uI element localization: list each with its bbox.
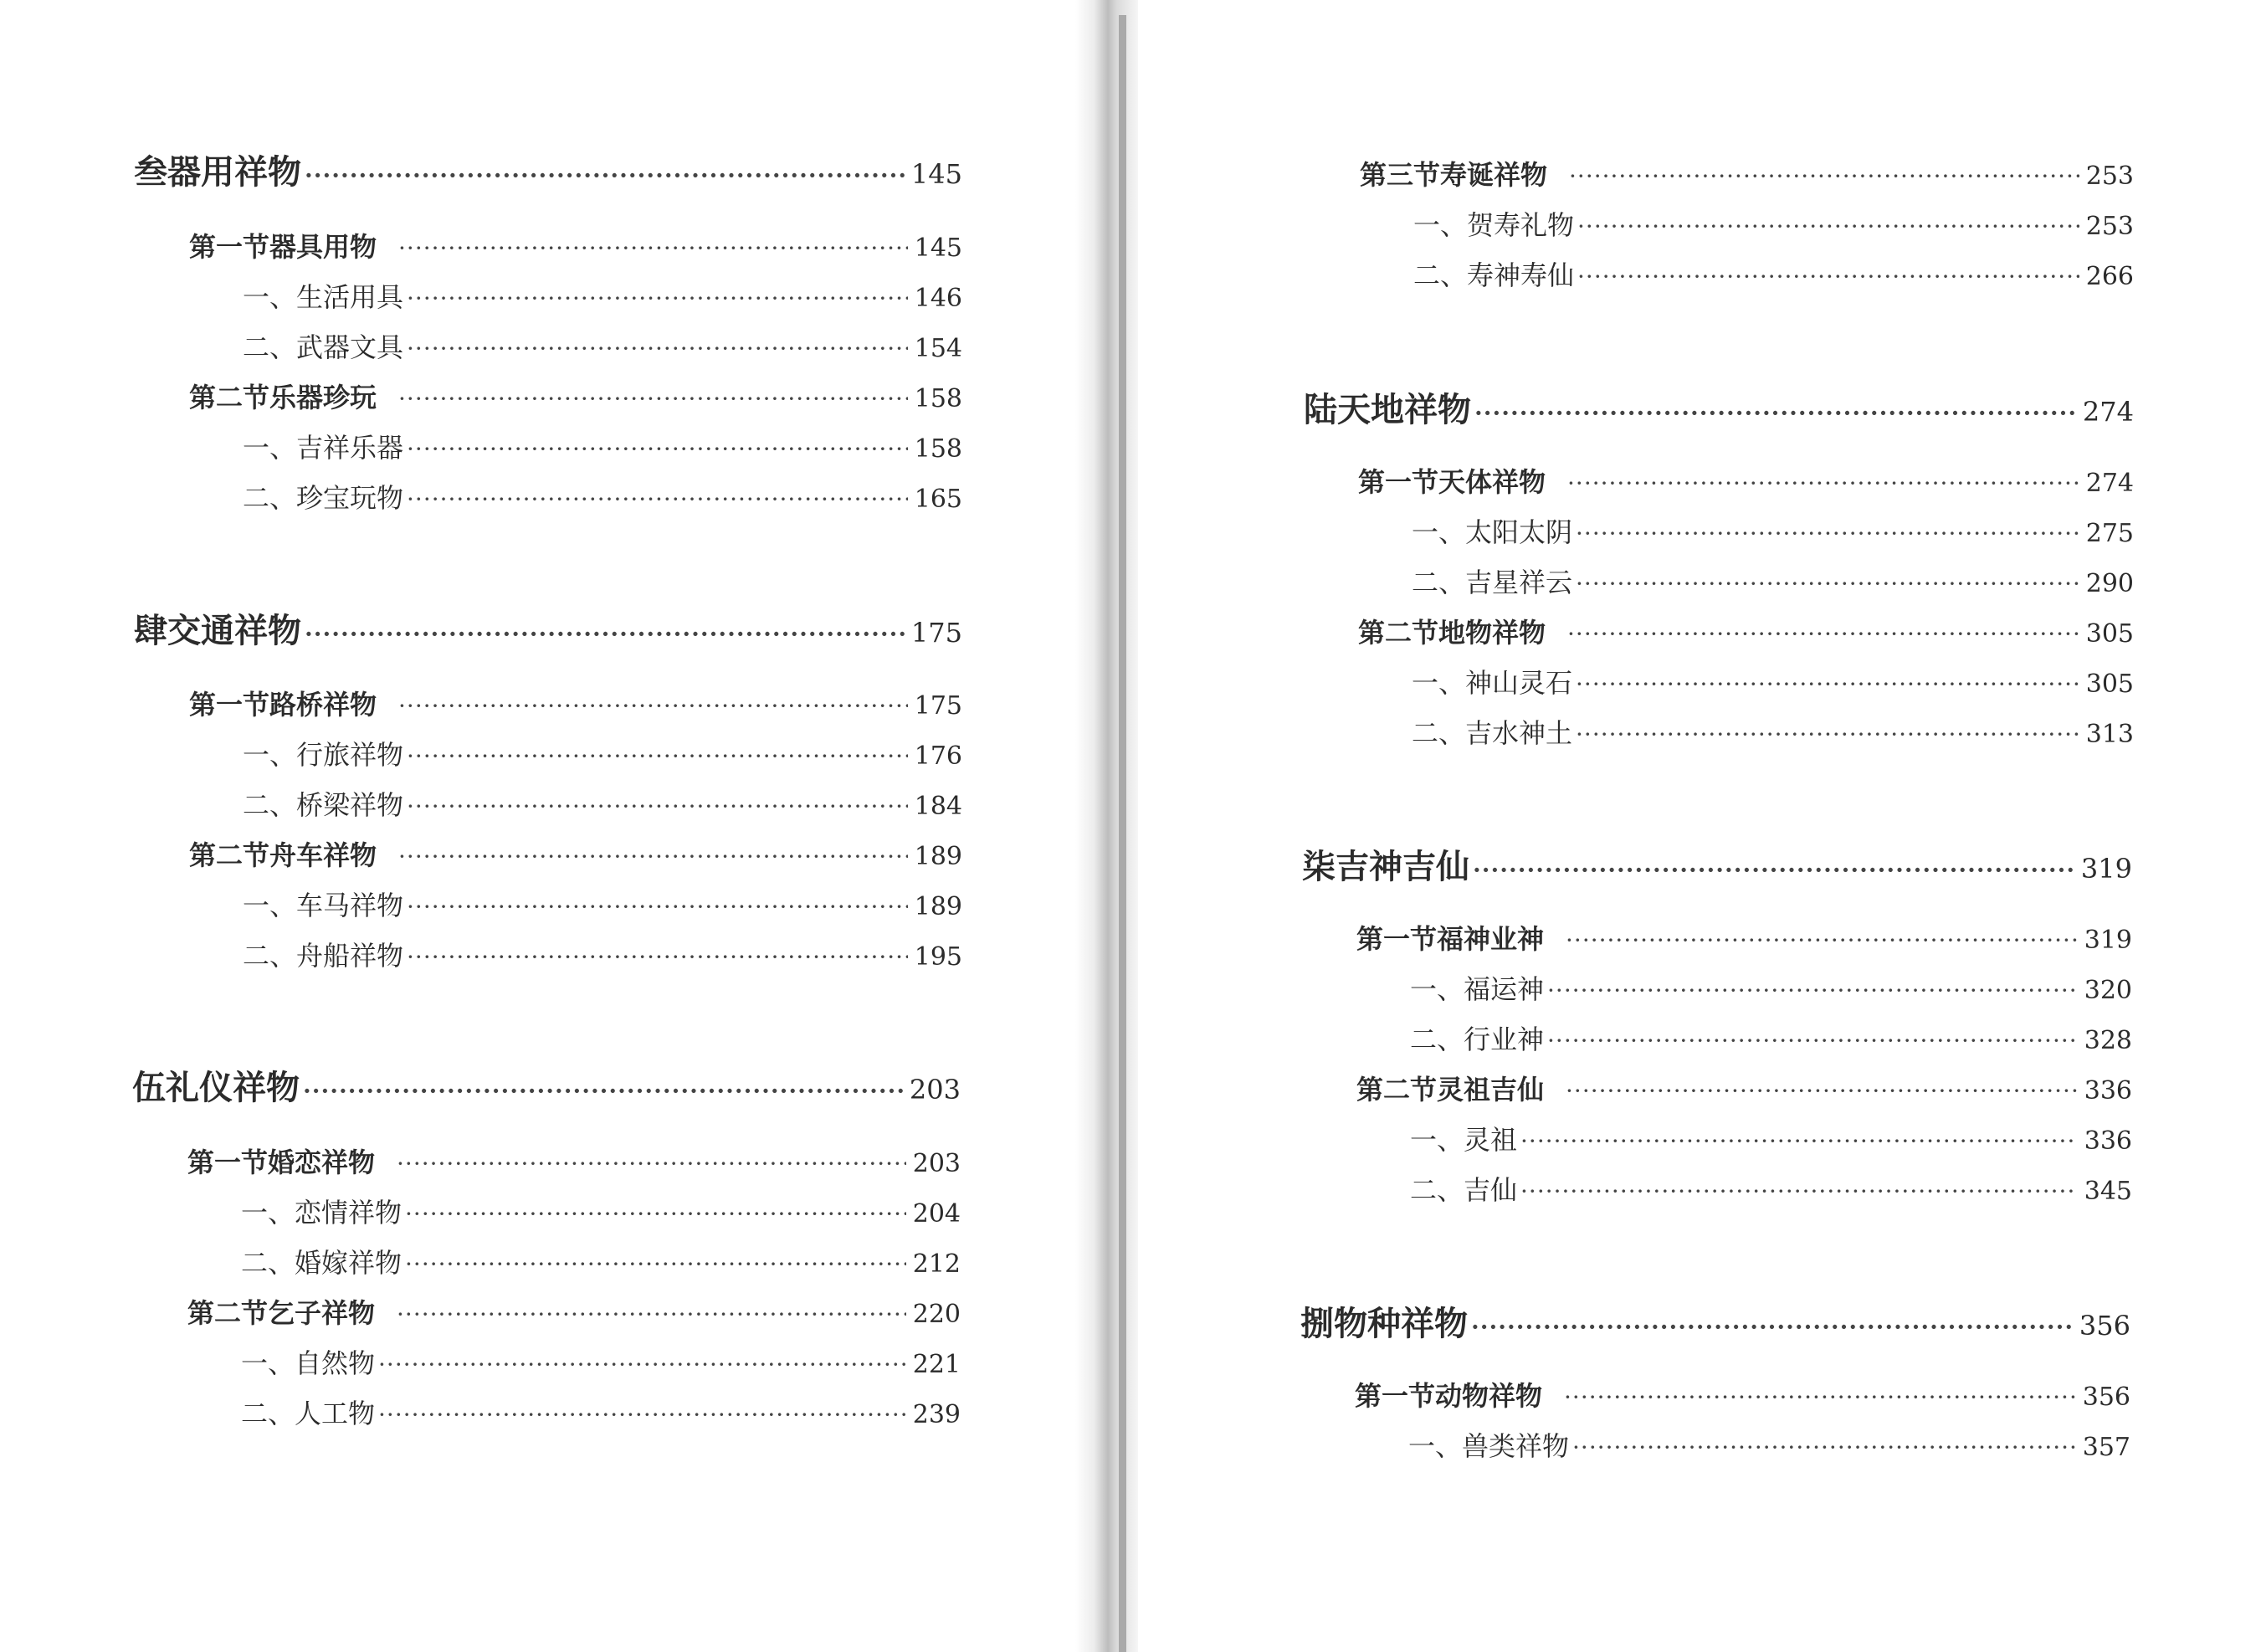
page-number: 175 — [910, 617, 962, 649]
toc-item[interactable] — [243, 885, 962, 923]
page-number: 319 — [2084, 926, 2132, 955]
dot-leader — [407, 435, 908, 463]
item-label: 二、珍宝玩物 — [243, 482, 404, 514]
section-label: 第一节 — [1358, 466, 1439, 498]
section-label: 第二节 — [1356, 1074, 1438, 1106]
section-title: 福神业神 — [1437, 923, 1545, 955]
item-label: 二、人工物 — [241, 1398, 376, 1429]
toc-section[interactable] — [1358, 612, 2134, 650]
section-title: 乐器珍玩 — [269, 382, 377, 413]
item-label: 二、吉星祥云 — [1412, 567, 1573, 598]
toc-item[interactable] — [243, 427, 962, 465]
dot-leader — [1572, 1434, 2076, 1461]
chapter-numeral: 叁 — [134, 152, 167, 192]
toc-section[interactable] — [1356, 918, 2132, 957]
page-number: 345 — [2084, 1177, 2132, 1206]
toc-item[interactable] — [1412, 662, 2134, 700]
section-title: 动物祥物 — [1435, 1380, 1543, 1412]
section-label: 第二节 — [187, 1297, 269, 1329]
page-number: 189 — [914, 892, 962, 921]
toc-section[interactable] — [1360, 154, 2134, 192]
dot-leader — [1566, 1077, 2078, 1105]
dot-leader — [1566, 926, 2078, 954]
toc-chapter[interactable] — [1300, 1297, 2130, 1345]
page-number: 336 — [2084, 1076, 2132, 1106]
page-number: 320 — [2084, 976, 2132, 1005]
dot-leader — [1576, 520, 2079, 547]
section-label: 第一节 — [1356, 923, 1438, 955]
page-number: 356 — [2079, 1310, 2130, 1342]
page-number: 356 — [2082, 1383, 2130, 1412]
toc-item[interactable] — [1413, 204, 2134, 243]
dot-leader — [1577, 213, 2079, 240]
page-number: 154 — [914, 334, 962, 363]
section-label: 第三节 — [1360, 159, 1441, 191]
section-label: 第二节 — [189, 382, 270, 413]
page-number: 145 — [914, 233, 962, 263]
toc-item[interactable] — [1410, 1169, 2132, 1208]
page-number: 176 — [914, 741, 962, 771]
toc-section[interactable] — [1356, 1069, 2132, 1107]
section-title: 地物祥物 — [1438, 617, 1546, 649]
toc-item[interactable] — [1412, 562, 2134, 600]
item-label: 二、桥梁祥物 — [243, 789, 404, 821]
item-label: 一、神山灵石 — [1412, 667, 1573, 699]
section-label: 第一节 — [1355, 1380, 1436, 1412]
page-number: 305 — [2085, 619, 2134, 649]
dot-leader — [398, 234, 908, 262]
dot-leader — [407, 335, 908, 362]
item-label: 二、婚嫁祥物 — [241, 1247, 402, 1279]
item-label: 一、恋情祥物 — [241, 1197, 402, 1229]
dot-leader — [398, 385, 908, 413]
page-number: 239 — [912, 1400, 961, 1429]
page-number: 253 — [2085, 212, 2134, 241]
section-label: 第二节 — [189, 839, 270, 871]
page-number: 212 — [912, 1249, 961, 1279]
dot-leader — [407, 893, 908, 921]
page-number: 203 — [909, 1074, 961, 1106]
item-label: 一、兽类祥物 — [1408, 1430, 1570, 1462]
toc-section[interactable] — [189, 684, 962, 722]
page-number: 328 — [2084, 1026, 2132, 1055]
dot-leader — [407, 285, 908, 312]
toc-section[interactable] — [189, 226, 962, 264]
page-number: 274 — [2082, 396, 2134, 428]
page-number: 253 — [2085, 162, 2134, 191]
dot-leader — [1564, 1383, 2076, 1411]
chapter-title: 天地祥物 — [1337, 390, 1471, 429]
item-label: 二、行业神 — [1410, 1024, 1545, 1055]
dot-leader — [1473, 856, 2074, 884]
item-label: 一、太阳太阴 — [1412, 516, 1573, 548]
item-label: 一、吉祥乐器 — [243, 432, 404, 464]
page-number: 184 — [914, 792, 962, 821]
page-number: 189 — [914, 842, 962, 871]
dot-leader — [405, 1250, 906, 1278]
dot-leader — [305, 620, 905, 648]
toc-item[interactable] — [1413, 254, 2134, 293]
page-number: 274 — [2085, 469, 2134, 498]
toc-item[interactable] — [241, 1192, 961, 1230]
item-label: 一、贺寿礼物 — [1413, 209, 1575, 241]
item-label: 二、吉水神土 — [1412, 717, 1573, 749]
dot-leader — [1547, 977, 2078, 1004]
section-label: 第二节 — [1358, 617, 1439, 649]
toc-item[interactable] — [1412, 511, 2134, 550]
chapter-numeral: 柒 — [1302, 847, 1336, 886]
dot-leader — [378, 1351, 906, 1378]
dot-leader — [1576, 670, 2079, 698]
dot-leader — [407, 485, 908, 513]
left-page — [0, 0, 1088, 1652]
toc-section[interactable] — [189, 377, 962, 415]
toc-item[interactable] — [1410, 1119, 2132, 1157]
toc-section[interactable] — [1358, 461, 2134, 500]
dot-leader — [1520, 1127, 2078, 1155]
toc-chapter[interactable] — [134, 604, 962, 652]
toc-item[interactable] — [243, 734, 962, 772]
toc-chapter[interactable] — [134, 146, 962, 193]
item-label: 一、自然物 — [241, 1347, 376, 1379]
page-number: 175 — [914, 691, 962, 721]
toc-item[interactable] — [243, 784, 962, 823]
dot-leader — [1471, 1313, 2073, 1341]
toc-item[interactable] — [243, 935, 962, 973]
page-number: 275 — [2085, 519, 2134, 548]
toc-chapter[interactable] — [1304, 383, 2134, 431]
dot-leader — [398, 692, 908, 720]
item-label: 二、武器文具 — [243, 331, 404, 363]
dot-leader — [407, 742, 908, 770]
page-number: 319 — [2080, 853, 2132, 885]
section-title: 灵祖吉仙 — [1437, 1074, 1545, 1106]
page-number: 145 — [910, 158, 962, 190]
toc-item[interactable] — [243, 276, 962, 315]
item-label: 一、生活用具 — [243, 281, 404, 313]
section-label: 第一节 — [189, 231, 270, 263]
toc-section[interactable] — [187, 1142, 961, 1180]
page-number: 220 — [912, 1300, 961, 1329]
dot-leader — [407, 793, 908, 820]
toc-item[interactable] — [243, 326, 962, 365]
item-label: 一、行旅祥物 — [243, 739, 404, 771]
section-label: 第一节 — [187, 1147, 269, 1178]
dot-leader — [1569, 162, 2079, 190]
dot-leader — [305, 162, 905, 189]
item-label: 二、吉仙 — [1410, 1174, 1518, 1206]
section-title: 寿诞祥物 — [1440, 159, 1548, 191]
chapter-numeral: 伍 — [132, 1068, 166, 1107]
section-title: 路桥祥物 — [269, 689, 377, 721]
right-page — [1125, 0, 2261, 1652]
dot-leader — [407, 943, 908, 971]
page-number: 158 — [914, 434, 962, 464]
page-number: 266 — [2085, 262, 2134, 291]
dot-leader — [1520, 1177, 2078, 1205]
toc-item[interactable] — [1410, 968, 2132, 1007]
dot-leader — [1547, 1027, 2078, 1054]
page-number: 195 — [914, 942, 962, 972]
dot-leader — [1577, 263, 2079, 290]
toc-section[interactable] — [189, 834, 962, 873]
section-title: 舟车祥物 — [269, 839, 377, 871]
dot-leader — [303, 1077, 903, 1105]
dot-leader — [1474, 399, 2076, 427]
chapter-title: 礼仪祥物 — [166, 1068, 300, 1107]
item-label: 二、寿神寿仙 — [1413, 259, 1575, 291]
toc-item[interactable] — [1408, 1425, 2130, 1464]
dot-leader — [405, 1200, 906, 1228]
page-number: 146 — [914, 284, 962, 313]
toc-item[interactable] — [241, 1242, 961, 1280]
dot-leader — [398, 843, 908, 870]
toc-item[interactable] — [243, 477, 962, 516]
item-label: 一、福运神 — [1410, 973, 1545, 1005]
item-label: 二、舟船祥物 — [243, 940, 404, 972]
section-title: 天体祥物 — [1438, 466, 1546, 498]
toc-item[interactable] — [1410, 1018, 2132, 1057]
section-label: 第一节 — [189, 689, 270, 721]
item-label: 一、灵祖 — [1410, 1124, 1518, 1156]
chapter-title: 器用祥物 — [167, 152, 301, 192]
dot-leader — [1567, 620, 2079, 648]
page-number: 165 — [914, 485, 962, 514]
toc-item[interactable] — [241, 1393, 961, 1431]
page-number: 290 — [2085, 569, 2134, 598]
dot-leader — [1576, 570, 2079, 598]
section-title: 乞子祥物 — [268, 1297, 376, 1329]
page-number: 313 — [2085, 720, 2134, 749]
toc-chapter[interactable] — [132, 1061, 961, 1109]
chapter-title: 吉神吉仙 — [1336, 847, 1469, 886]
toc-item[interactable] — [241, 1342, 961, 1381]
toc-chapter[interactable] — [1302, 840, 2132, 888]
page-number: 305 — [2085, 670, 2134, 699]
chapter-numeral: 捌 — [1300, 1304, 1334, 1343]
page-number: 158 — [914, 384, 962, 413]
page-number: 203 — [912, 1149, 961, 1178]
dot-leader — [397, 1150, 906, 1177]
toc-section[interactable] — [187, 1292, 961, 1331]
page-number: 357 — [2082, 1433, 2130, 1462]
section-title: 婚恋祥物 — [268, 1147, 376, 1178]
page-number: 336 — [2084, 1126, 2132, 1156]
section-title: 器具用物 — [269, 231, 377, 263]
dot-leader — [378, 1401, 906, 1429]
item-label: 一、车马祥物 — [243, 890, 404, 921]
dot-leader — [1567, 469, 2079, 497]
dot-leader — [397, 1301, 906, 1328]
chapter-title: 交通祥物 — [167, 611, 301, 650]
chapter-numeral: 肆 — [134, 611, 167, 650]
chapter-numeral: 陆 — [1304, 390, 1337, 429]
toc-section[interactable] — [1355, 1375, 2130, 1413]
chapter-title: 物种祥物 — [1334, 1304, 1468, 1343]
page-number: 221 — [912, 1350, 961, 1379]
page-number: 204 — [912, 1199, 961, 1229]
toc-item[interactable] — [1412, 712, 2134, 751]
dot-leader — [1576, 721, 2079, 748]
